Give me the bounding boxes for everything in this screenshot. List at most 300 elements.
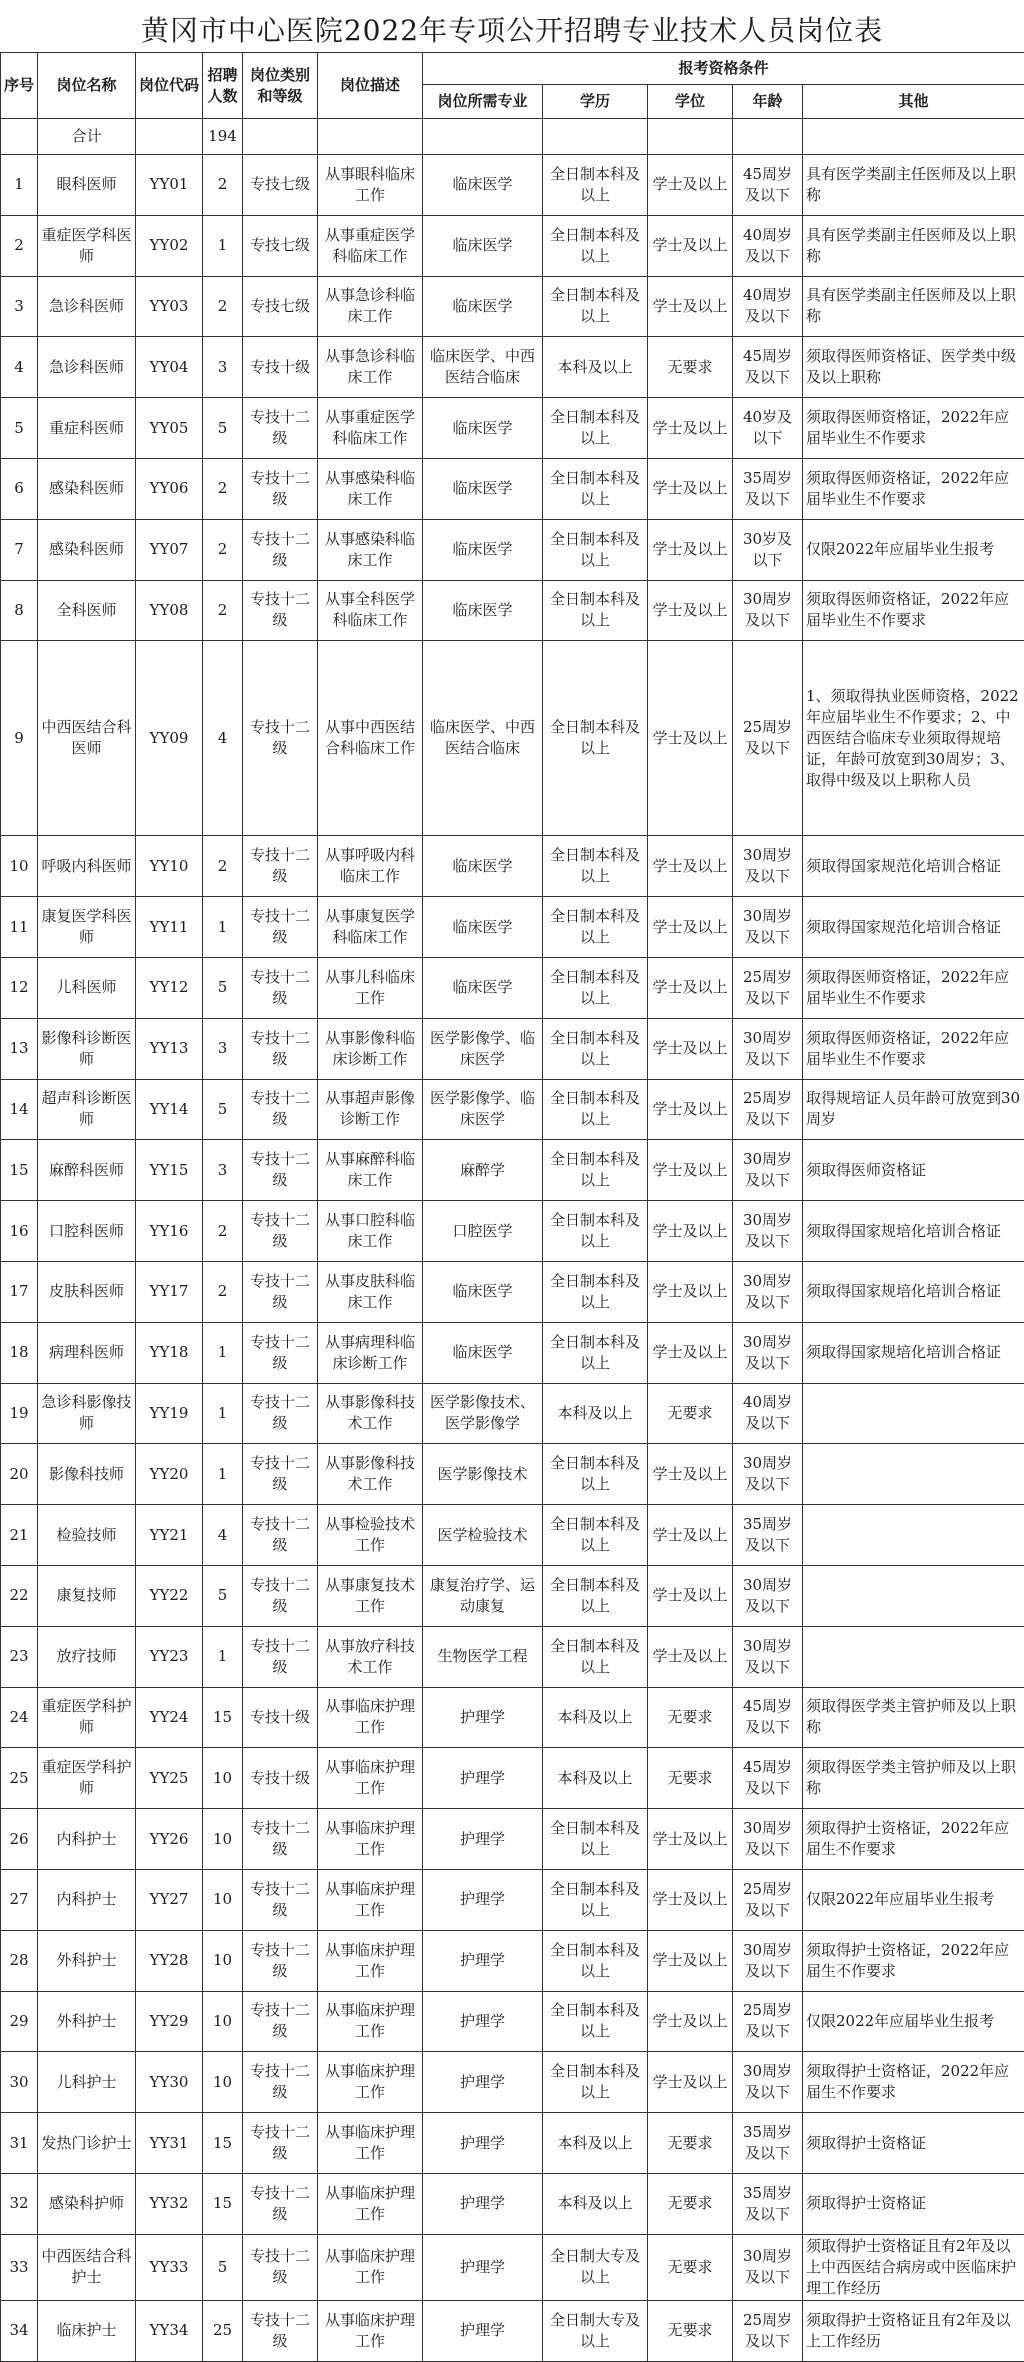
cell-description: 从事临床护理工作 (318, 2234, 423, 2300)
cell-education: 全日制本科及以上 (543, 155, 648, 216)
header-recruit-num: 招聘人数 (203, 53, 243, 119)
cell-age: 35周岁及以下 (733, 2113, 803, 2174)
cell-description: 从事中西医结合科临床工作 (318, 641, 423, 836)
cell-other (803, 1383, 1024, 1444)
header-major: 岗位所需专业 (423, 85, 543, 119)
cell-degree: 学士及以上 (648, 2052, 733, 2113)
cell-description: 从事临床护理工作 (318, 1991, 423, 2052)
cell-education: 全日制本科及以上 (543, 2052, 648, 2113)
cell-seq: 19 (1, 1383, 38, 1444)
cell-other: 须取得国家规范化培训合格证 (803, 897, 1024, 958)
cell-recruit-num: 15 (203, 2173, 243, 2234)
cell-seq: 3 (1, 276, 38, 337)
cell-post-name: 感染科护师 (38, 2173, 136, 2234)
cell-seq: 11 (1, 897, 38, 958)
cell-category: 专技十二级 (243, 458, 318, 519)
cell-education: 全日制本科及以上 (543, 519, 648, 580)
cell-post-name: 口腔科医师 (38, 1201, 136, 1262)
cell-seq: 12 (1, 957, 38, 1018)
cell-education: 全日制本科及以上 (543, 458, 648, 519)
cell-age: 25周岁及以下 (733, 2300, 803, 2361)
table-row (1, 155, 1024, 216)
cell-post-code: YY19 (136, 1383, 203, 1444)
cell-major: 医学影像学、临床医学 (423, 1018, 543, 1079)
header-row-1 (1, 53, 1024, 85)
cell-major: 临床医学 (423, 1322, 543, 1383)
cell-description: 从事影像科技术工作 (318, 1383, 423, 1444)
cell-other: 具有医学类副主任医师及以上职称 (803, 276, 1024, 337)
cell-post-name: 急诊科医师 (38, 337, 136, 398)
cell-major: 临床医学 (423, 519, 543, 580)
cell-post-name: 康复医学科医师 (38, 897, 136, 958)
cell-age: 25周岁及以下 (733, 641, 803, 836)
table-row (1, 1018, 1024, 1079)
recruitment-table (0, 52, 1024, 2362)
cell-seq: 10 (1, 836, 38, 897)
cell-degree: 学士及以上 (648, 519, 733, 580)
cell-post-name: 内科护士 (38, 1809, 136, 1870)
cell-description: 从事影像科临床诊断工作 (318, 1018, 423, 1079)
cell-major: 护理学 (423, 1930, 543, 1991)
cell-age: 25周岁及以下 (733, 1991, 803, 2052)
cell-post-code: YY23 (136, 1626, 203, 1687)
cell-seq: 23 (1, 1626, 38, 1687)
table-row (1, 1991, 1024, 2052)
cell-category: 专技十二级 (243, 2173, 318, 2234)
cell-category: 专技十二级 (243, 1869, 318, 1930)
table-row (1, 1261, 1024, 1322)
cell-other (803, 1505, 1024, 1566)
cell-post-code: YY14 (136, 1079, 203, 1140)
cell-age: 35周岁及以下 (733, 2173, 803, 2234)
table-row (1, 2173, 1024, 2234)
cell-major: 康复治疗学、运动康复 (423, 1565, 543, 1626)
cell-category: 专技十二级 (243, 897, 318, 958)
table-row (1, 1869, 1024, 1930)
cell-age: 40周岁及以下 (733, 1383, 803, 1444)
cell-other: 须取得医师资格证、医学类中级及以上职称 (803, 337, 1024, 398)
cell-degree: 学士及以上 (648, 155, 733, 216)
cell-description: 从事临床护理工作 (318, 2052, 423, 2113)
cell-category: 专技七级 (243, 155, 318, 216)
cell-major: 麻醉学 (423, 1140, 543, 1201)
table-row (1, 519, 1024, 580)
cell-post-code: YY31 (136, 2113, 203, 2174)
cell-major: 护理学 (423, 2173, 543, 2234)
cell-degree: 无要求 (648, 2234, 733, 2300)
cell-post-code: YY08 (136, 580, 203, 641)
cell-seq: 6 (1, 458, 38, 519)
table-row (1, 1079, 1024, 1140)
cell-education: 全日制本科及以上 (543, 1140, 648, 1201)
cell-degree: 学士及以上 (648, 1565, 733, 1626)
total-seq (1, 119, 38, 155)
cell-other: 须取得国家规培化培训合格证 (803, 1322, 1024, 1383)
cell-age: 30周岁及以下 (733, 1565, 803, 1626)
cell-post-name: 影像科技师 (38, 1444, 136, 1505)
cell-other: 仅限2022年应届毕业生报考 (803, 519, 1024, 580)
cell-degree: 学士及以上 (648, 836, 733, 897)
cell-post-code: YY32 (136, 2173, 203, 2234)
cell-major: 护理学 (423, 1869, 543, 1930)
cell-education: 全日制本科及以上 (543, 1079, 648, 1140)
cell-major: 护理学 (423, 2113, 543, 2174)
cell-education: 全日制本科及以上 (543, 1869, 648, 1930)
cell-degree: 学士及以上 (648, 1322, 733, 1383)
cell-degree: 学士及以上 (648, 1869, 733, 1930)
cell-recruit-num: 3 (203, 1018, 243, 1079)
cell-education: 本科及以上 (543, 337, 648, 398)
cell-post-code: YY22 (136, 1565, 203, 1626)
header-age: 年龄 (733, 85, 803, 119)
cell-description: 从事口腔科临床工作 (318, 1201, 423, 1262)
cell-degree: 学士及以上 (648, 1201, 733, 1262)
cell-education: 本科及以上 (543, 2113, 648, 2174)
cell-recruit-num: 5 (203, 1079, 243, 1140)
cell-post-code: YY15 (136, 1140, 203, 1201)
cell-major: 临床医学 (423, 580, 543, 641)
cell-category: 专技十二级 (243, 1261, 318, 1322)
cell-post-code: YY01 (136, 155, 203, 216)
cell-post-code: YY30 (136, 2052, 203, 2113)
cell-post-code: YY21 (136, 1505, 203, 1566)
cell-description: 从事急诊科临床工作 (318, 276, 423, 337)
cell-description: 从事临床护理工作 (318, 1748, 423, 1809)
cell-education: 全日制大专及以上 (543, 2300, 648, 2361)
cell-other (803, 1626, 1024, 1687)
table-row (1, 2300, 1024, 2361)
cell-seq: 2 (1, 215, 38, 276)
cell-age: 45周岁及以下 (733, 1687, 803, 1748)
table-row (1, 1201, 1024, 1262)
cell-description: 从事检验技术工作 (318, 1505, 423, 1566)
cell-seq: 30 (1, 2052, 38, 2113)
cell-age: 35周岁及以下 (733, 458, 803, 519)
cell-description: 从事康复医学科临床工作 (318, 897, 423, 958)
table-row (1, 2113, 1024, 2174)
header-education: 学历 (543, 85, 648, 119)
cell-post-code: YY11 (136, 897, 203, 958)
cell-recruit-num: 1 (203, 897, 243, 958)
cell-seq: 25 (1, 1748, 38, 1809)
table-row (1, 276, 1024, 337)
cell-degree: 学士及以上 (648, 1018, 733, 1079)
cell-age: 30周岁及以下 (733, 2052, 803, 2113)
cell-recruit-num: 1 (203, 1383, 243, 1444)
table-row (1, 836, 1024, 897)
cell-seq: 20 (1, 1444, 38, 1505)
cell-other: 须取得医师资格证，2022年应届毕业生不作要求 (803, 1018, 1024, 1079)
table-row (1, 1748, 1024, 1809)
cell-major: 临床医学 (423, 398, 543, 459)
cell-post-name: 皮肤科医师 (38, 1261, 136, 1322)
cell-post-name: 外科护士 (38, 1991, 136, 2052)
cell-degree: 学士及以上 (648, 1505, 733, 1566)
cell-post-name: 病理科医师 (38, 1322, 136, 1383)
cell-degree: 学士及以上 (648, 641, 733, 836)
cell-age: 40周岁及以下 (733, 276, 803, 337)
cell-category: 专技十二级 (243, 957, 318, 1018)
table-row (1, 957, 1024, 1018)
cell-other: 须取得护士资格证且有2年及以上中西医结合病房或中医临床护理工作经历 (803, 2234, 1024, 2300)
cell-category: 专技十级 (243, 337, 318, 398)
cell-description: 从事急诊科临床工作 (318, 337, 423, 398)
cell-post-name: 儿科护士 (38, 2052, 136, 2113)
cell-seq: 5 (1, 398, 38, 459)
cell-seq: 18 (1, 1322, 38, 1383)
cell-education: 全日制本科及以上 (543, 1444, 648, 1505)
total-value: 194 (203, 119, 243, 155)
cell-post-code: YY13 (136, 1018, 203, 1079)
table-row (1, 2052, 1024, 2113)
cell-degree: 学士及以上 (648, 398, 733, 459)
cell-seq: 14 (1, 1079, 38, 1140)
cell-post-name: 急诊科医师 (38, 276, 136, 337)
cell-category: 专技十二级 (243, 2052, 318, 2113)
table-row (1, 1383, 1024, 1444)
cell-education: 全日制本科及以上 (543, 957, 648, 1018)
table-row (1, 641, 1024, 836)
cell-post-name: 放疗技师 (38, 1626, 136, 1687)
cell-major: 生物医学工程 (423, 1626, 543, 1687)
cell-recruit-num: 10 (203, 1930, 243, 1991)
table-row (1, 1444, 1024, 1505)
cell-seq: 16 (1, 1201, 38, 1262)
cell-recruit-num: 2 (203, 519, 243, 580)
cell-post-name: 中西医结合科护士 (38, 2234, 136, 2300)
cell-post-code: YY24 (136, 1687, 203, 1748)
cell-degree: 学士及以上 (648, 1991, 733, 2052)
cell-major: 医学检验技术 (423, 1505, 543, 1566)
cell-education: 全日制本科及以上 (543, 1018, 648, 1079)
cell-category: 专技十二级 (243, 1565, 318, 1626)
cell-age: 30岁及以下 (733, 519, 803, 580)
cell-recruit-num: 15 (203, 1687, 243, 1748)
table-row (1, 215, 1024, 276)
cell-post-name: 重症医学科护师 (38, 1748, 136, 1809)
cell-age: 40岁及以下 (733, 398, 803, 459)
cell-post-name: 感染科医师 (38, 519, 136, 580)
cell-age: 45周岁及以下 (733, 337, 803, 398)
cell-other: 须取得护士资格证，2022年应届生不作要求 (803, 1930, 1024, 1991)
cell-recruit-num: 5 (203, 398, 243, 459)
cell-post-code: YY34 (136, 2300, 203, 2361)
cell-age: 30周岁及以下 (733, 1444, 803, 1505)
cell-other: 须取得国家规范化培训合格证 (803, 836, 1024, 897)
cell-education: 全日制本科及以上 (543, 897, 648, 958)
cell-description: 从事临床护理工作 (318, 1687, 423, 1748)
cell-other: 须取得护士资格证 (803, 2113, 1024, 2174)
cell-post-name: 发热门诊护士 (38, 2113, 136, 2174)
cell-seq: 21 (1, 1505, 38, 1566)
cell-seq: 13 (1, 1018, 38, 1079)
cell-description: 从事皮肤科临床工作 (318, 1261, 423, 1322)
cell-education: 全日制本科及以上 (543, 215, 648, 276)
cell-description: 从事放疗科技术工作 (318, 1626, 423, 1687)
cell-recruit-num: 1 (203, 1626, 243, 1687)
cell-major: 临床医学 (423, 155, 543, 216)
cell-description: 从事感染科临床工作 (318, 519, 423, 580)
cell-education: 全日制本科及以上 (543, 1261, 648, 1322)
cell-degree: 学士及以上 (648, 957, 733, 1018)
cell-post-code: YY28 (136, 1930, 203, 1991)
cell-other: 具有医学类副主任医师及以上职称 (803, 155, 1024, 216)
cell-category: 专技十级 (243, 1687, 318, 1748)
cell-seq: 26 (1, 1809, 38, 1870)
total-row (1, 119, 1024, 155)
cell-seq: 28 (1, 1930, 38, 1991)
cell-education: 全日制本科及以上 (543, 1505, 648, 1566)
table-row (1, 2234, 1024, 2300)
cell-major: 护理学 (423, 1809, 543, 1870)
cell-description: 从事临床护理工作 (318, 1930, 423, 1991)
cell-degree: 无要求 (648, 337, 733, 398)
cell-post-code: YY33 (136, 2234, 203, 2300)
cell-category: 专技十二级 (243, 1140, 318, 1201)
header-category: 岗位类别和等级 (243, 53, 318, 119)
cell-post-name: 重症医学科医师 (38, 215, 136, 276)
cell-description: 从事临床护理工作 (318, 1809, 423, 1870)
cell-seq: 4 (1, 337, 38, 398)
cell-other: 须取得医学类主管护师及以上职称 (803, 1687, 1024, 1748)
cell-seq: 9 (1, 641, 38, 836)
cell-category: 专技十二级 (243, 2234, 318, 2300)
cell-description: 从事康复技术工作 (318, 1565, 423, 1626)
cell-major: 临床医学、中西医结合临床 (423, 337, 543, 398)
cell-category: 专技十二级 (243, 1383, 318, 1444)
cell-seq: 33 (1, 2234, 38, 2300)
cell-description: 从事临床护理工作 (318, 2113, 423, 2174)
cell-degree: 学士及以上 (648, 1140, 733, 1201)
cell-recruit-num: 5 (203, 957, 243, 1018)
cell-post-code: YY26 (136, 1809, 203, 1870)
cell-recruit-num: 2 (203, 458, 243, 519)
cell-other: 仅限2022年应届毕业生报考 (803, 1869, 1024, 1930)
cell-major: 护理学 (423, 2052, 543, 2113)
cell-major: 护理学 (423, 2300, 543, 2361)
cell-education: 全日制本科及以上 (543, 1991, 648, 2052)
cell-age: 35周岁及以下 (733, 1505, 803, 1566)
cell-education: 本科及以上 (543, 2173, 648, 2234)
cell-other (803, 1565, 1024, 1626)
cell-description: 从事超声影像诊断工作 (318, 1079, 423, 1140)
cell-seq: 22 (1, 1565, 38, 1626)
cell-other: 须取得医师资格证，2022年应届毕业生不作要求 (803, 580, 1024, 641)
cell-recruit-num: 3 (203, 337, 243, 398)
cell-age: 30周岁及以下 (733, 1201, 803, 1262)
cell-post-code: YY05 (136, 398, 203, 459)
cell-post-name: 影像科诊断医师 (38, 1018, 136, 1079)
cell-major: 护理学 (423, 1991, 543, 2052)
cell-degree: 学士及以上 (648, 580, 733, 641)
cell-recruit-num: 1 (203, 215, 243, 276)
cell-education: 本科及以上 (543, 1383, 648, 1444)
cell-post-name: 全科医师 (38, 580, 136, 641)
cell-major: 临床医学 (423, 458, 543, 519)
cell-post-code: YY09 (136, 641, 203, 836)
cell-degree: 学士及以上 (648, 897, 733, 958)
cell-education: 全日制本科及以上 (543, 1322, 648, 1383)
cell-education: 全日制本科及以上 (543, 1626, 648, 1687)
cell-post-name: 麻醉科医师 (38, 1140, 136, 1201)
cell-education: 全日制本科及以上 (543, 1809, 648, 1870)
cell-seq: 29 (1, 1991, 38, 2052)
cell-recruit-num: 5 (203, 2234, 243, 2300)
cell-degree: 无要求 (648, 1383, 733, 1444)
cell-post-code: YY20 (136, 1444, 203, 1505)
cell-post-code: YY16 (136, 1201, 203, 1262)
cell-other: 须取得护士资格证，2022年应届生不作要求 (803, 2052, 1024, 2113)
cell-post-name: 康复技师 (38, 1565, 136, 1626)
cell-degree: 无要求 (648, 2173, 733, 2234)
cell-description: 从事眼科临床工作 (318, 155, 423, 216)
cell-post-name: 儿科医师 (38, 957, 136, 1018)
cell-category: 专技十二级 (243, 1079, 318, 1140)
header-description: 岗位描述 (318, 53, 423, 119)
cell-seq: 1 (1, 155, 38, 216)
cell-recruit-num: 2 (203, 276, 243, 337)
cell-degree: 学士及以上 (648, 1809, 733, 1870)
table-row (1, 580, 1024, 641)
cell-major: 临床医学 (423, 215, 543, 276)
cell-recruit-num: 1 (203, 1444, 243, 1505)
cell-category: 专技十二级 (243, 1322, 318, 1383)
table-row (1, 1930, 1024, 1991)
cell-degree: 学士及以上 (648, 458, 733, 519)
cell-post-name: 内科护士 (38, 1869, 136, 1930)
cell-other: 具有医学类副主任医师及以上职称 (803, 215, 1024, 276)
cell-major: 临床医学 (423, 836, 543, 897)
cell-other: 须取得医师资格证，2022年应届毕业生不作要求 (803, 458, 1024, 519)
cell-category: 专技十二级 (243, 641, 318, 836)
cell-category: 专技十二级 (243, 1444, 318, 1505)
cell-post-name: 超声科诊断医师 (38, 1079, 136, 1140)
cell-age: 30周岁及以下 (733, 1809, 803, 1870)
cell-degree: 学士及以上 (648, 276, 733, 337)
table-row (1, 1687, 1024, 1748)
cell-other: 须取得护士资格证且有2年及以上工作经历 (803, 2300, 1024, 2361)
cell-seq: 27 (1, 1869, 38, 1930)
cell-post-code: YY03 (136, 276, 203, 337)
cell-age: 30周岁及以下 (733, 1626, 803, 1687)
cell-other: 须取得医师资格证，2022年应届毕业生不作要求 (803, 398, 1024, 459)
cell-category: 专技十二级 (243, 1991, 318, 2052)
header-post-code: 岗位代码 (136, 53, 203, 119)
cell-category: 专技十二级 (243, 1505, 318, 1566)
cell-education: 全日制本科及以上 (543, 836, 648, 897)
cell-education: 全日制本科及以上 (543, 1201, 648, 1262)
cell-post-code: YY27 (136, 1869, 203, 1930)
table-row (1, 1322, 1024, 1383)
cell-major: 临床医学 (423, 1261, 543, 1322)
cell-category: 专技十二级 (243, 580, 318, 641)
cell-education: 全日制大专及以上 (543, 2234, 648, 2300)
cell-post-name: 重症科医师 (38, 398, 136, 459)
cell-degree: 学士及以上 (648, 215, 733, 276)
cell-description: 从事全科医学科临床工作 (318, 580, 423, 641)
cell-post-name: 临床护士 (38, 2300, 136, 2361)
cell-post-name: 检验技师 (38, 1505, 136, 1566)
cell-major: 医学影像技术、医学影像学 (423, 1383, 543, 1444)
cell-other: 须取得医师资格证，2022年应届毕业生不作要求 (803, 957, 1024, 1018)
cell-major: 护理学 (423, 1748, 543, 1809)
cell-other: 须取得医师资格证 (803, 1140, 1024, 1201)
cell-seq: 17 (1, 1261, 38, 1322)
cell-major: 临床医学 (423, 276, 543, 337)
cell-category: 专技七级 (243, 215, 318, 276)
cell-category: 专技十二级 (243, 2113, 318, 2174)
cell-post-code: YY17 (136, 1261, 203, 1322)
